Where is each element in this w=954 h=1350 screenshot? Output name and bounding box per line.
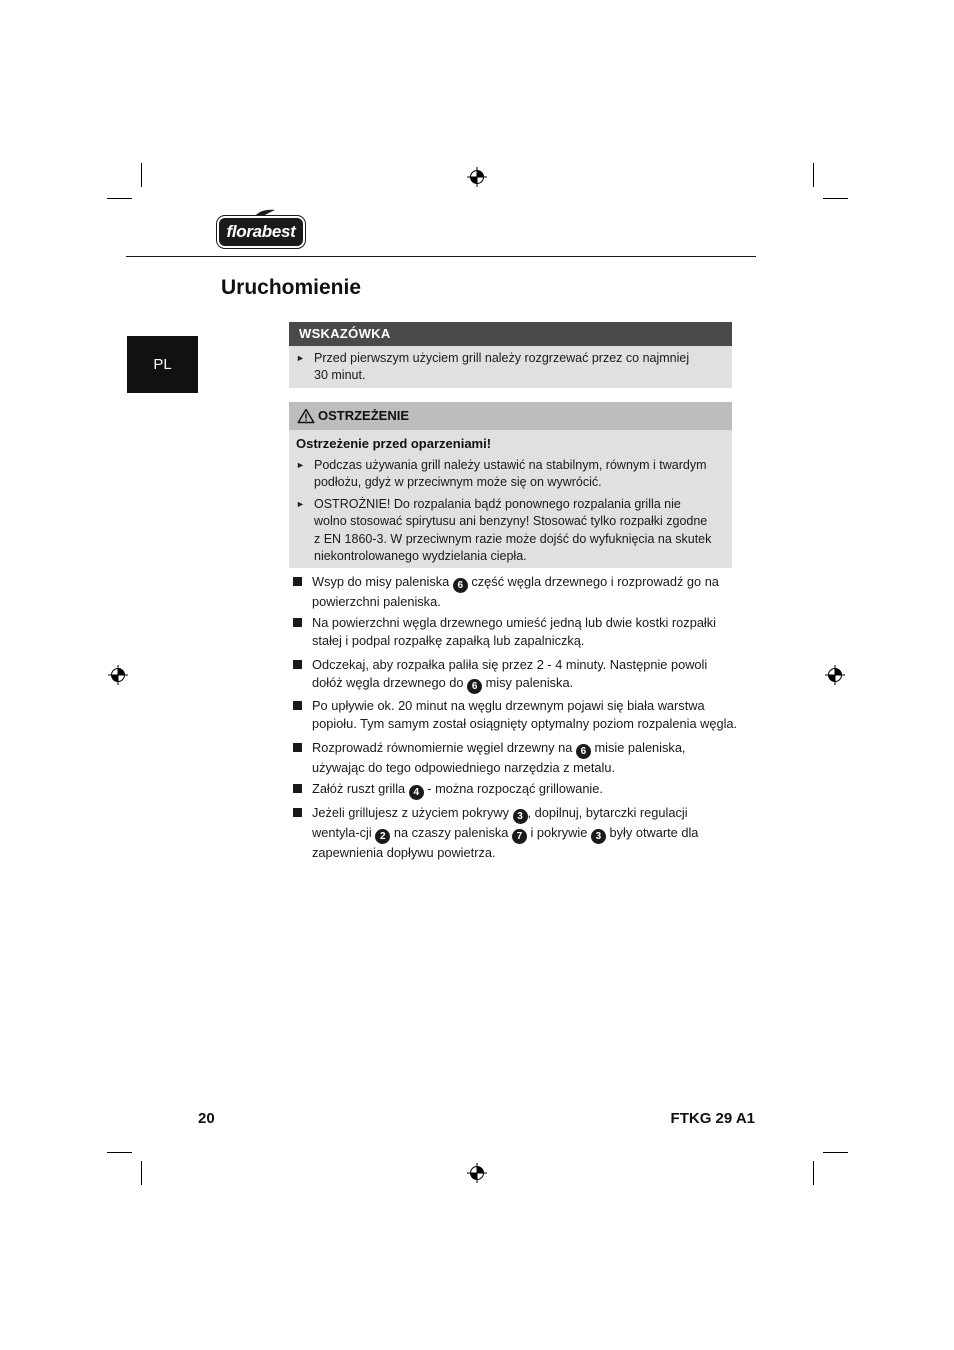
note-heading: WSKAZÓWKA [289,322,732,346]
language-tab: PL [127,336,198,393]
arrow-bullet-icon: ► [296,460,305,470]
part-number-badge: 7 [512,829,527,844]
square-bullet-icon [293,701,302,710]
page-title: Uruchomienie [221,276,362,299]
part-number-badge: 6 [576,744,591,759]
part-number-badge: 3 [513,809,528,824]
crop-mark [141,1161,142,1185]
warning-item: ► OSTROŻNIE! Do rozpalania bądź ponownego rozpalania grilla nie wolno stosować spirytusu ani benzyny! Stosować tylko rozpałki zgodne z EN 1860-3. W przeciwnym razie może dojść do wyfuknięcia na skutek niekontrolowanego wydzielania ciepła. [296,497,712,563]
square-bullet-icon [293,660,302,669]
square-bullet-icon [293,808,302,817]
step-item [293,780,738,800]
registration-mark-icon [467,1163,487,1183]
step-text: Jeżeli grillujesz z użyciem pokrywy 3 , dopilnuj, bytarczki regulacji wentyla-cji 2 na czaszy paleniska 7 i pokrywie 3 były otwarte dla zapewnienia dopływu powietrza. [312,805,699,860]
page-number: 20 [198,1110,215,1127]
header-divider [126,256,756,257]
step-text: Rozprowadź równomiernie węgiel drzewny na 6 misie paleniska, używając do tego odpowiedniego narzędzia z metalu. [312,740,686,775]
step-text: Po upływie ok. 20 minut na węglu drzewnym pojawi się biała warstwa popiołu. Tym samym został osiągnięty optymalny poziom rozpalenia węgla. [312,698,738,731]
warning-heading-label: OSTRZEŻENIE [318,408,410,423]
crop-mark [823,1152,848,1153]
part-number-badge: 2 [375,829,390,844]
square-bullet-icon [293,743,302,752]
warning-subheading: Ostrzeżenie przed oparzeniami! [296,436,492,451]
square-bullet-icon [293,618,302,627]
arrow-bullet-icon: ► [296,499,305,509]
square-bullet-icon [293,784,302,793]
note-item: ► Przed pierwszym użyciem grill należy rozgrzewać przez co najmniej 30 minut. [296,351,690,383]
warning-item: ► Podczas używania grill należy ustawić na stabilnym, równym i twardym podłożu, gdyż w przeciwnym może się on wywrócić. [296,458,707,490]
step-item [293,804,738,862]
warning-triangle-icon [297,408,315,424]
step-item [293,739,738,777]
crop-mark [813,163,814,187]
step-item [293,573,738,611]
step-text: Odczekaj, aby rozpałka paliła się przez 2 - 4 minuty. Następnie powoli dołóż węgla drzewnego do 6 misy paleniska. [312,657,708,692]
crop-mark [107,1152,132,1153]
part-number-badge: 6 [467,679,482,694]
step-item [293,697,738,733]
part-number-badge: 4 [409,785,424,800]
square-bullet-icon [293,577,302,586]
registration-mark-icon [108,665,128,685]
model-number: FTKG 29 A1 [670,1110,755,1127]
crop-mark [813,1161,814,1185]
crop-mark [823,198,848,199]
part-number-badge: 6 [453,578,468,593]
step-text: Wsyp do misy paleniska 6 część węgla drzewnego i rozprowadź go na powierzchni paleniska. [312,574,719,609]
crop-mark [141,163,142,187]
step-item [293,614,738,650]
registration-mark-icon [467,167,487,187]
arrow-bullet-icon: ► [296,353,305,363]
registration-mark-icon [825,665,845,685]
part-number-badge: 3 [591,829,606,844]
brand-logo: florabest [219,218,303,246]
warning-heading [289,402,732,430]
crop-mark [107,198,132,199]
step-text: Na powierzchni węgla drzewnego umieść jedną lub dwie kostki rozpałki stałej i podpal rozpałkę zapałką lub zapalniczką. [312,615,717,648]
step-item [293,656,738,694]
step-text: Załóż ruszt grilla 4 - można rozpocząć grillowanie. [312,781,603,798]
